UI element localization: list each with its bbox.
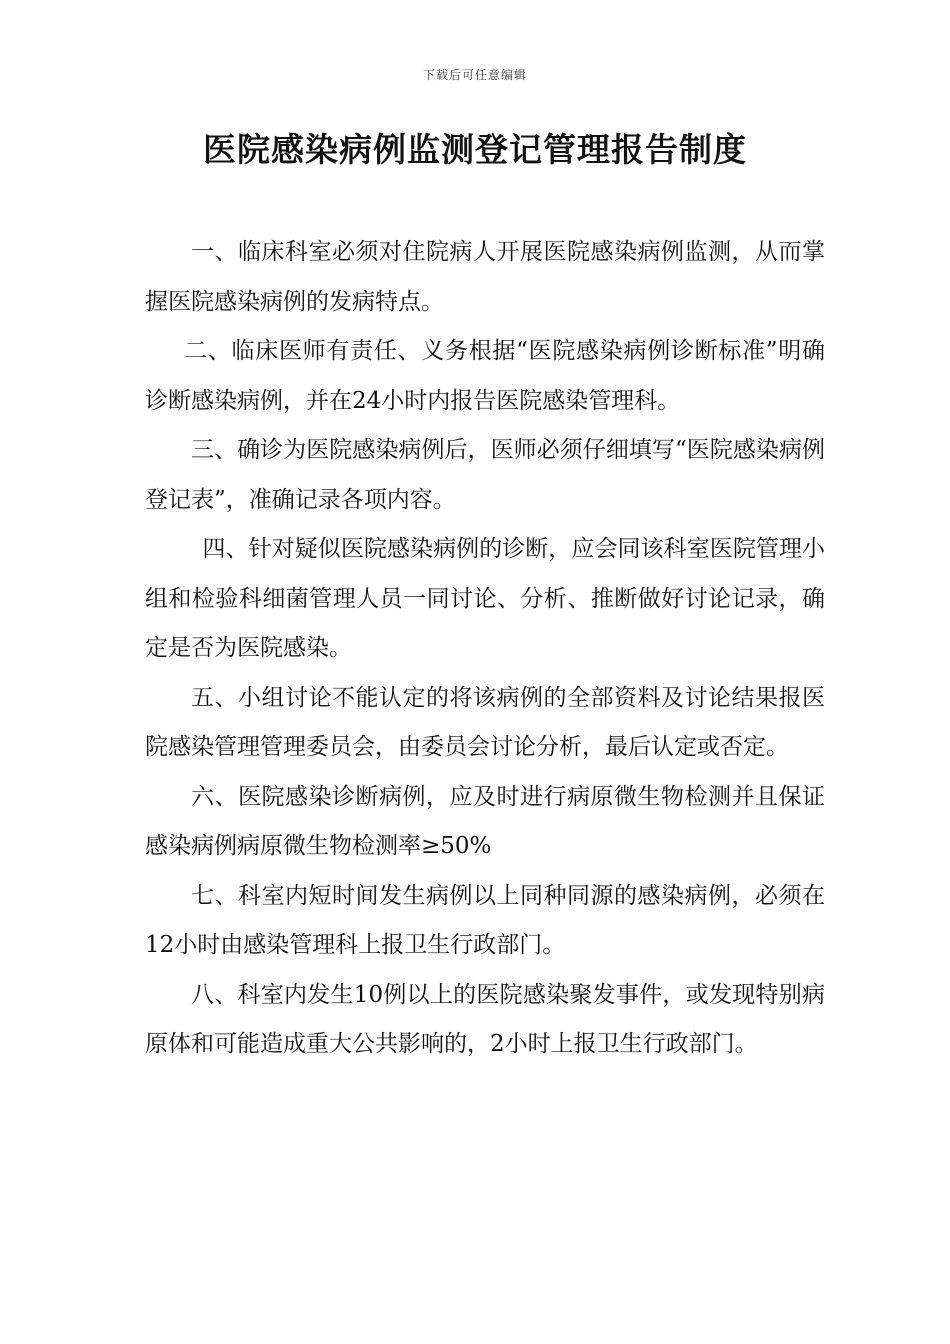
- paragraph-7: 七、科室内短时间发生病例以上同种同源的感染病例，必须在12小时由感染管理科上报卫生行政部门。: [145, 882, 825, 958]
- paragraph-3: 三、确诊为医院感染病例后，医师必须仔细填写“医院感染病例登记表”，准确记录各项内容。: [145, 437, 825, 513]
- document-body: [145, 228, 825, 1070]
- header-note: 下载后可任意编辑: [422, 68, 527, 82]
- paragraph-6: 六、医院感染诊断病例，应及时进行病原微生物检测并且保证感染病例病原微生物检测率≥50%: [145, 783, 825, 859]
- paragraph-5: 五、小组讨论不能认定的将该病例的全部资料及讨论结果报医院感染管理管理委员会，由委员会讨论分析，最后认定或否定。: [145, 684, 825, 760]
- document-title: 医院感染病例监测登记管理报告制度: [203, 130, 747, 169]
- paragraph-2: 二、临床医师有责任、义务根据“医院感染病例诊断标准”明确诊断感染病例，并在24小时内报告医院感染管理科。: [145, 338, 825, 414]
- paragraph-1: 一、临床科室必须对住院病人开展医院感染病例监测，从而掌握医院感染病例的发病特点。: [145, 239, 825, 315]
- paragraph-8: 八、科室内发生10例以上的医院感染聚发事件，或发现特别病原体和可能造成重大公共影响的，2小时上报卫生行政部门。: [145, 981, 825, 1057]
- paragraph-4: 四、针对疑似医院感染病例的诊断，应会同该科室医院管理小组和检验科细菌管理人员一同讨论、分析、推断做好讨论记录，确定是否为医院感染。: [145, 536, 825, 661]
